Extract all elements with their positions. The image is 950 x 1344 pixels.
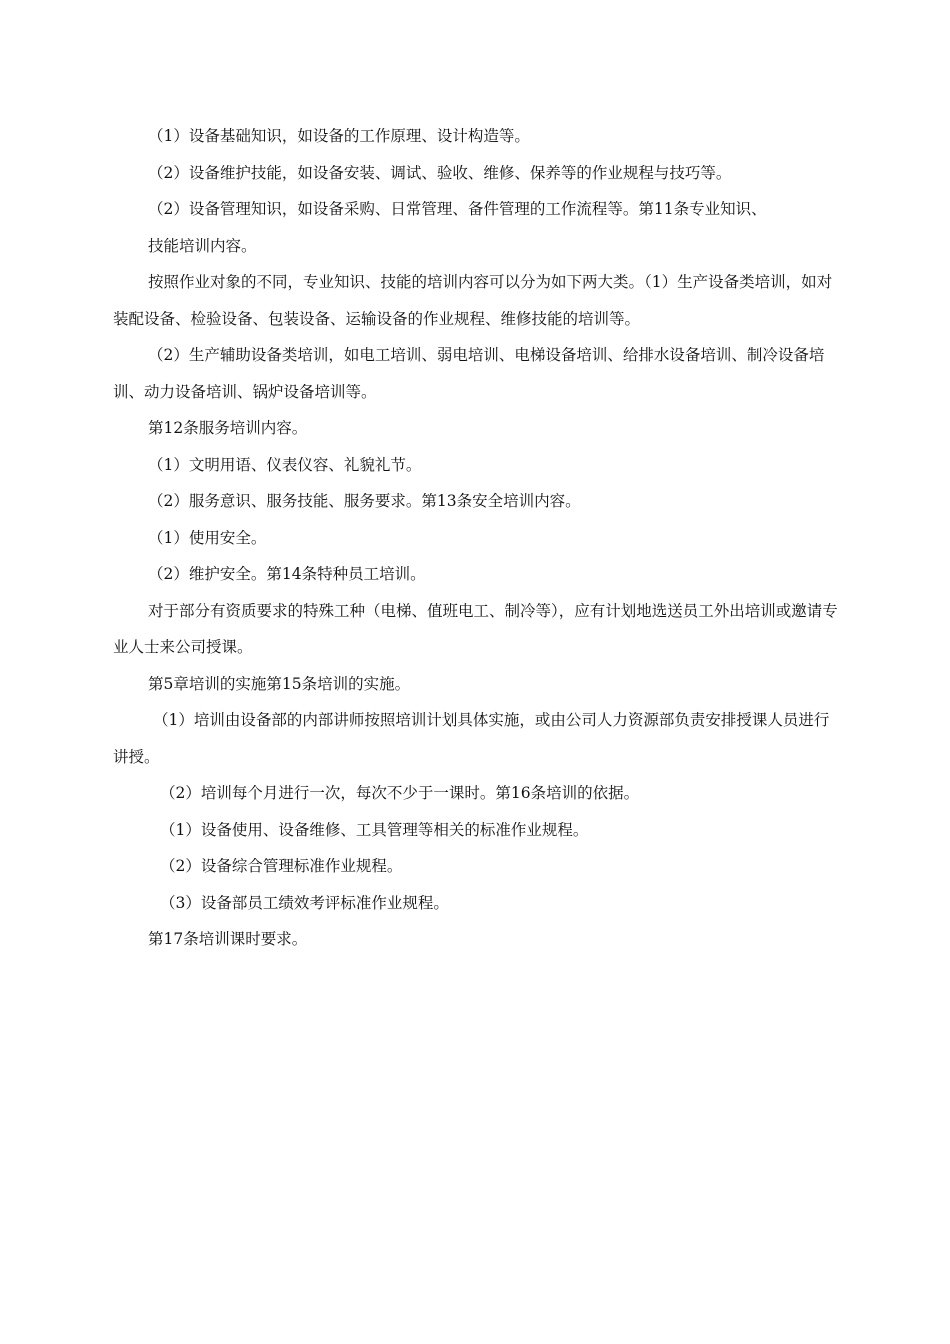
paragraph-17: （2）设备综合管理标准作业规程。 xyxy=(160,857,403,875)
paragraph-12: 对于部分有资质要求的特殊工种（电梯、值班电工、制冷等），应有计划地选送员工外出培训或邀请专业人士来公司授课。 xyxy=(113,601,838,656)
paragraph-5: 按照作业对象的不同，专业知识、技能的培训内容可以分为如下两大类。（1）生产设备类培训，如对装配设备、检验设备、包装设备、运输设备的作业规程、维修技能的培训等。 xyxy=(113,273,833,328)
paragraph-7: 第12条服务培训内容。 xyxy=(148,419,308,437)
paragraph-8: （1）文明用语、仪表仪容、礼貌礼节。 xyxy=(148,455,422,474)
paragraph-6: （2）生产辅助设备类培训，如电工培训、弱电培训、电梯设备培训、给排水设备培训、制冷设备培训、动力设备培训、锅炉设备培训等。 xyxy=(113,346,825,401)
document-body xyxy=(113,118,841,958)
paragraph-1: （1）设备基础知识，如设备的工作原理、设计构造等。 xyxy=(148,127,530,145)
paragraph-19: 第17条培训课时要求。 xyxy=(148,930,308,948)
paragraph-9: （2）服务意识、服务技能、服务要求。第13条安全培训内容。 xyxy=(148,492,581,510)
paragraph-14: （1）培训由设备部的内部讲师按照培训计划具体实施，或由公司人力资源部负责安排授课人员进行讲授。 xyxy=(113,711,830,766)
paragraph-2: （2）设备维护技能，如设备安装、调试、验收、维修、保养等的作业规程与技巧等。 xyxy=(148,163,732,182)
paragraph-13: 第5章培训的实施第15条培训的实施。 xyxy=(148,674,411,693)
paragraph-4: 技能培训内容。 xyxy=(148,236,257,255)
paragraph-18: （3）设备部员工绩效考评标准作业规程。 xyxy=(160,893,449,912)
paragraph-16: （1）设备使用、设备维修、工具管理等相关的标准作业规程。 xyxy=(160,820,589,839)
paragraph-3: （2）设备管理知识，如设备采购、日常管理、备件管理的工作流程等。第11条专业知识、 xyxy=(148,200,767,218)
paragraph-11: （2）维护安全。第14条特种员工培训。 xyxy=(148,565,426,583)
paragraph-10: （1）使用安全。 xyxy=(148,528,267,547)
paragraph-15: （2）培训每个月进行一次，每次不少于一课时。第16条培训的依据。 xyxy=(160,784,640,802)
